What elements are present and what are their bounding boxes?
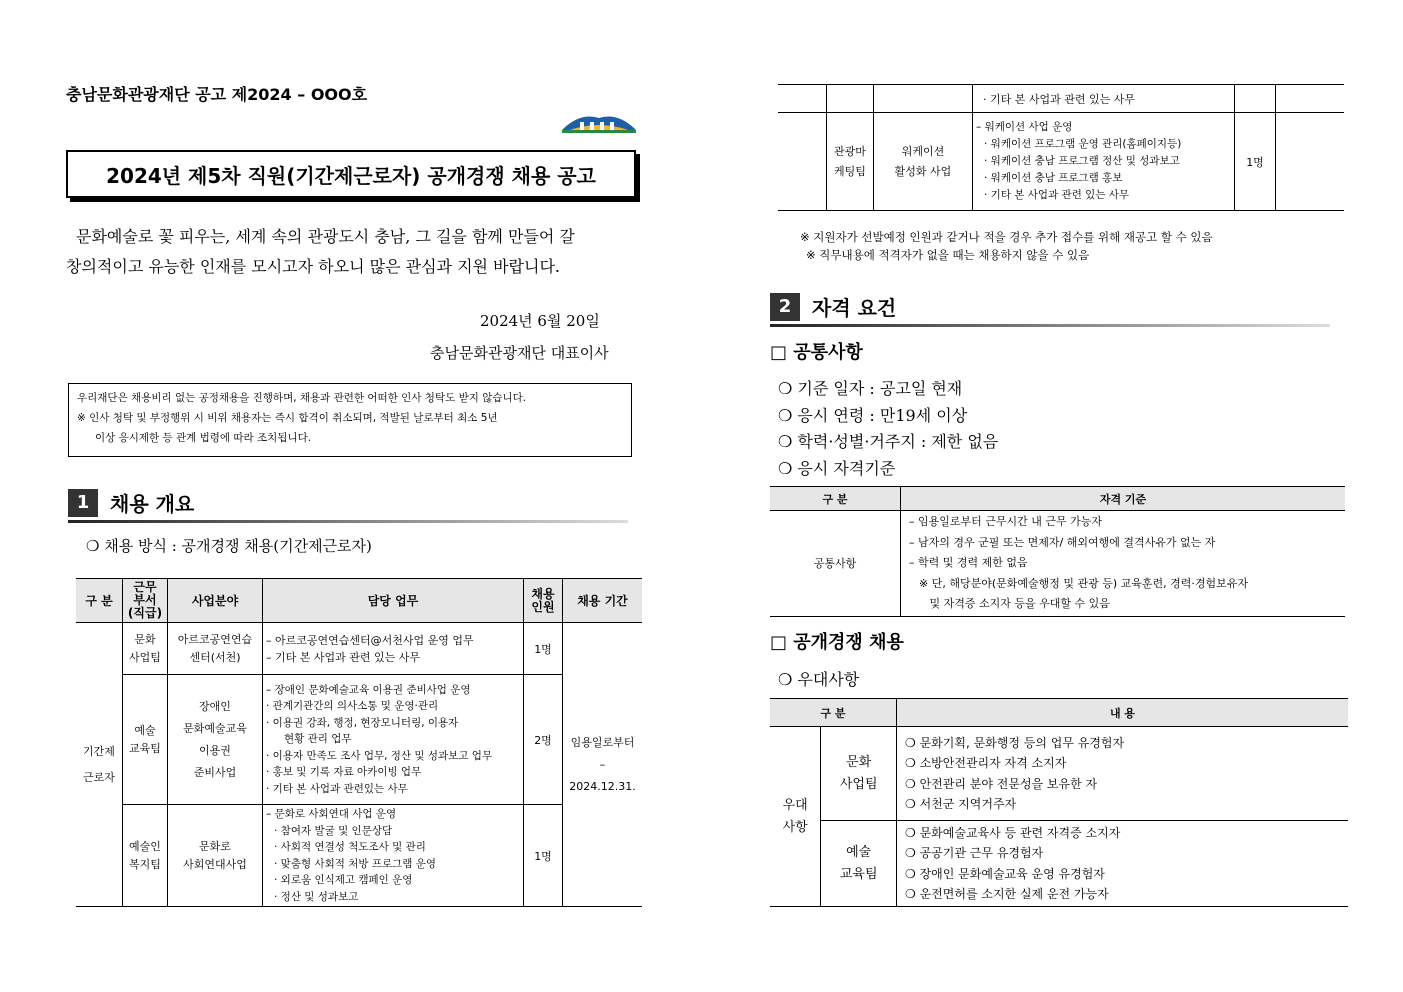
empty-cell [1276,85,1345,113]
signer: 충남문화관광재단 대표이사 [430,344,609,362]
open-competition-heading: □ 공개경쟁 채용 [770,632,904,653]
empty-cell [778,85,827,113]
duty-line: · 워케이션 프로그램 운영 관리(홈페이지등) [984,138,1182,150]
preference-item: ❍ 문화기획, 문화행정 등의 업무 유경험자 [905,735,1125,750]
ethics-notice-box [68,383,632,457]
col-header: 채용 인원 [524,579,563,623]
common-heading: □ 공통사항 [770,342,863,363]
qualification-table [770,486,1345,617]
duty-line: – 문화로 사회연대 사업 운영 [266,808,397,820]
duty-cell [263,675,524,805]
duty-line: · 맞춤형 사회적 처방 프로그램 운영 [274,857,437,870]
duty-line: · 관계기관간의 의사소통 및 운영·관리 [266,700,439,713]
ethics-line: 우리재단은 채용비리 없는 공정채용을 진행하며, 채용과 관련한 어떠한 인사 청탁도 받지 않습니다. [77,392,527,404]
requirement-item: ❍ 학력·성별·거주지 : 제한 없음 [778,432,999,451]
preference-item: ❍ 안전관리 분야 전문성을 보유한 자 [905,776,1098,791]
preference-table [770,698,1348,907]
preference-item: ❍ 서천군 지역거주자 [905,797,1017,811]
section-divider [68,520,628,523]
dept-cell: 예술 교육팀 [123,675,168,805]
ethics-line: ※ 인사 청탁 및 부정행위 시 비위 채용자는 즉시 합격이 취소되며, 적발된 날로부터 최소 5년 [77,412,498,424]
col-header: 구 분 [770,487,901,511]
requirement-item: ❍ 기준 일자 : 공고일 현재 [778,379,963,398]
row-label: 공통사항 [770,511,901,617]
col-header: 구 분 [76,579,123,623]
dept-cell: 예술인 복지팀 [123,805,168,907]
duty-cell: · 기타 본 사업과 관련 있는 사무 [973,85,1235,113]
category-cell: 기간제 근로자 [76,623,123,907]
col-header: 채용 기간 [563,579,643,623]
duty-line: · 사회적 연결성 척도조사 및 관리 [274,841,426,853]
criteria-line: 및 자격증 소지자 등을 우대할 수 있음 [919,597,1110,610]
duty-line: · 참여자 발굴 및 인문상담 [274,824,393,837]
section-title: 채용 개요 [110,492,195,516]
preference-item: ❍ 소방안전관리자 자격 소지자 [905,756,1067,770]
count-cell: 1명 [524,805,563,907]
preference-item: ❍ 장애인 문화예술교육 운영 유경험자 [905,866,1105,881]
preference-item: ❍ 문화예술교육사 등 관련 자격증 소지자 [905,825,1121,840]
hiring-method: ❍ 채용 방식 : 공개경쟁 채용(기간제근로자) [86,537,372,555]
preference-cell [897,727,1349,821]
count-cell: 2명 [524,675,563,805]
field-cell: 장애인 문화예술교육 이용권 준비사업 [168,675,263,805]
section-2-heading [770,292,896,321]
ethics-line: 이상 응시제한 등 관계 법령에 따라 조치됩니다. [95,432,312,444]
empty-cell [1235,85,1276,113]
duty-cell [973,113,1235,211]
page-title: 2024년 제5차 직원(기간제근로자) 공개경쟁 채용 공고 [66,150,636,198]
col-header: 근무 부서 (직급) [123,579,168,623]
duty-line: · 이용권 강좌, 행정, 현장모니터링, 이용자 [266,716,459,729]
requirements-list [778,376,998,482]
count-cell: 1명 [1235,113,1276,211]
empty-cell [827,85,874,113]
preference-item: ❍ 운전면허를 소지한 실제 운전 가능자 [905,887,1109,901]
team-cell: 문화 사업팀 [821,727,897,821]
requirement-item: ❍ 응시 연령 : 만19세 이상 [778,405,968,425]
duty-line: · 워케이션 충남 프로그램 홍보 [984,172,1123,184]
section-title: 자격 요건 [812,296,897,320]
section-number: 1 [68,489,98,517]
col-header: 사업분야 [168,579,263,623]
recruitment-table-continued [778,84,1344,211]
notice-number: 충남문화관광재단 공고 제2024 – OOO호 [66,85,368,104]
duty-cell [263,623,524,675]
duty-line: · 정산 및 성과보고 [274,890,359,903]
col-header: 구 분 [770,699,897,727]
duty-cell [263,805,524,907]
field-cell: 워케이션 활성화 사업 [874,113,973,211]
dept-cell: 관광마 케팅팀 [827,113,874,211]
col-header: 내 용 [897,699,1349,727]
col-header: 담당 업무 [263,579,524,623]
duty-line: 현황 관리 업무 [284,733,352,746]
period-cell: 임용일로부터 – 2024.12.31. [563,623,643,907]
intro-line: 창의적이고 유능한 인재를 모시고자 하오니 많은 관심과 지원 바랍니다. [66,257,560,276]
foundation-logo [560,108,638,134]
intro-text [66,222,638,282]
empty-cell [778,113,827,211]
duty-line: · 이용자 만족도 조사 업무, 정산 및 성과보고 업무 [266,749,493,762]
section-divider [770,324,1330,327]
duty-line: – 워케이션 사업 운영 [976,121,1073,133]
duty-line: · 외로움 인식제고 캠페인 운영 [274,874,413,886]
intro-line: 문화예술로 꽃 피우는, 세계 속의 관광도시 충남, 그 길을 함께 만들어 갈 [76,227,575,246]
footnote: ※ 직무내용에 적격자가 없을 때는 채용하지 않을 수 있음 [806,248,1090,262]
preference-bullet: ❍ 우대사항 [778,670,860,689]
empty-cell [874,85,973,113]
preference-cell [897,821,1349,907]
field-cell: 아르코공연연습 센터(서천) [168,623,263,675]
requirement-item: ❍ 응시 자격기준 [778,458,896,478]
field-cell: 문화로 사회연대사업 [168,805,263,907]
criteria-line: – 남자의 경우 군필 또는 면제자/ 해외여행에 결격사유가 없는 자 [909,535,1216,549]
footnote: ※ 지원자가 선발예정 인원과 같거나 적을 경우 추가 접수를 위해 재공고 할 수 있음 [800,230,1213,244]
preference-item: ❍ 공공기관 근무 유경험자 [905,846,1044,860]
empty-cell [1276,113,1345,211]
section-1-heading [68,488,194,517]
notice-date: 2024년 6월 20일 [480,312,600,330]
dept-cell: 문화 사업팀 [123,623,168,675]
criteria-line: – 임용일로부터 근무시간 내 근무 가능자 [909,515,1102,528]
duty-line: · 홍보 및 기록 자료 아카이빙 업무 [266,766,422,779]
team-cell: 예술 교육팀 [821,821,897,907]
criteria-cell [901,511,1346,617]
duty-line: · 기타 본 사업과 관련있는 사무 [266,782,408,795]
criteria-line: – 학력 및 경력 제한 없음 [909,556,1028,569]
recruitment-table [76,578,642,907]
duty-line: – 기타 본 사업과 관련 있는 사무 [266,650,420,664]
criteria-line: ※ 단, 해당분야(문화예술행정 및 관광 등) 교육훈련, 경력·경험보유자 [919,576,1249,590]
col-header: 자격 기준 [901,487,1346,511]
duty-line: – 아르코공연연습센터@서천사업 운영 업무 [266,633,474,647]
category-cell: 우대 사항 [770,727,821,907]
duty-line: · 워케이션 충남 프로그램 정산 및 성과보고 [984,155,1180,167]
count-cell: 1명 [524,623,563,675]
duty-line: · 기타 본 사업과 관련 있는 사무 [984,189,1130,201]
duty-line: – 장애인 문화예술교육 이용권 준비사업 운영 [266,683,471,696]
section-number: 2 [770,293,800,321]
